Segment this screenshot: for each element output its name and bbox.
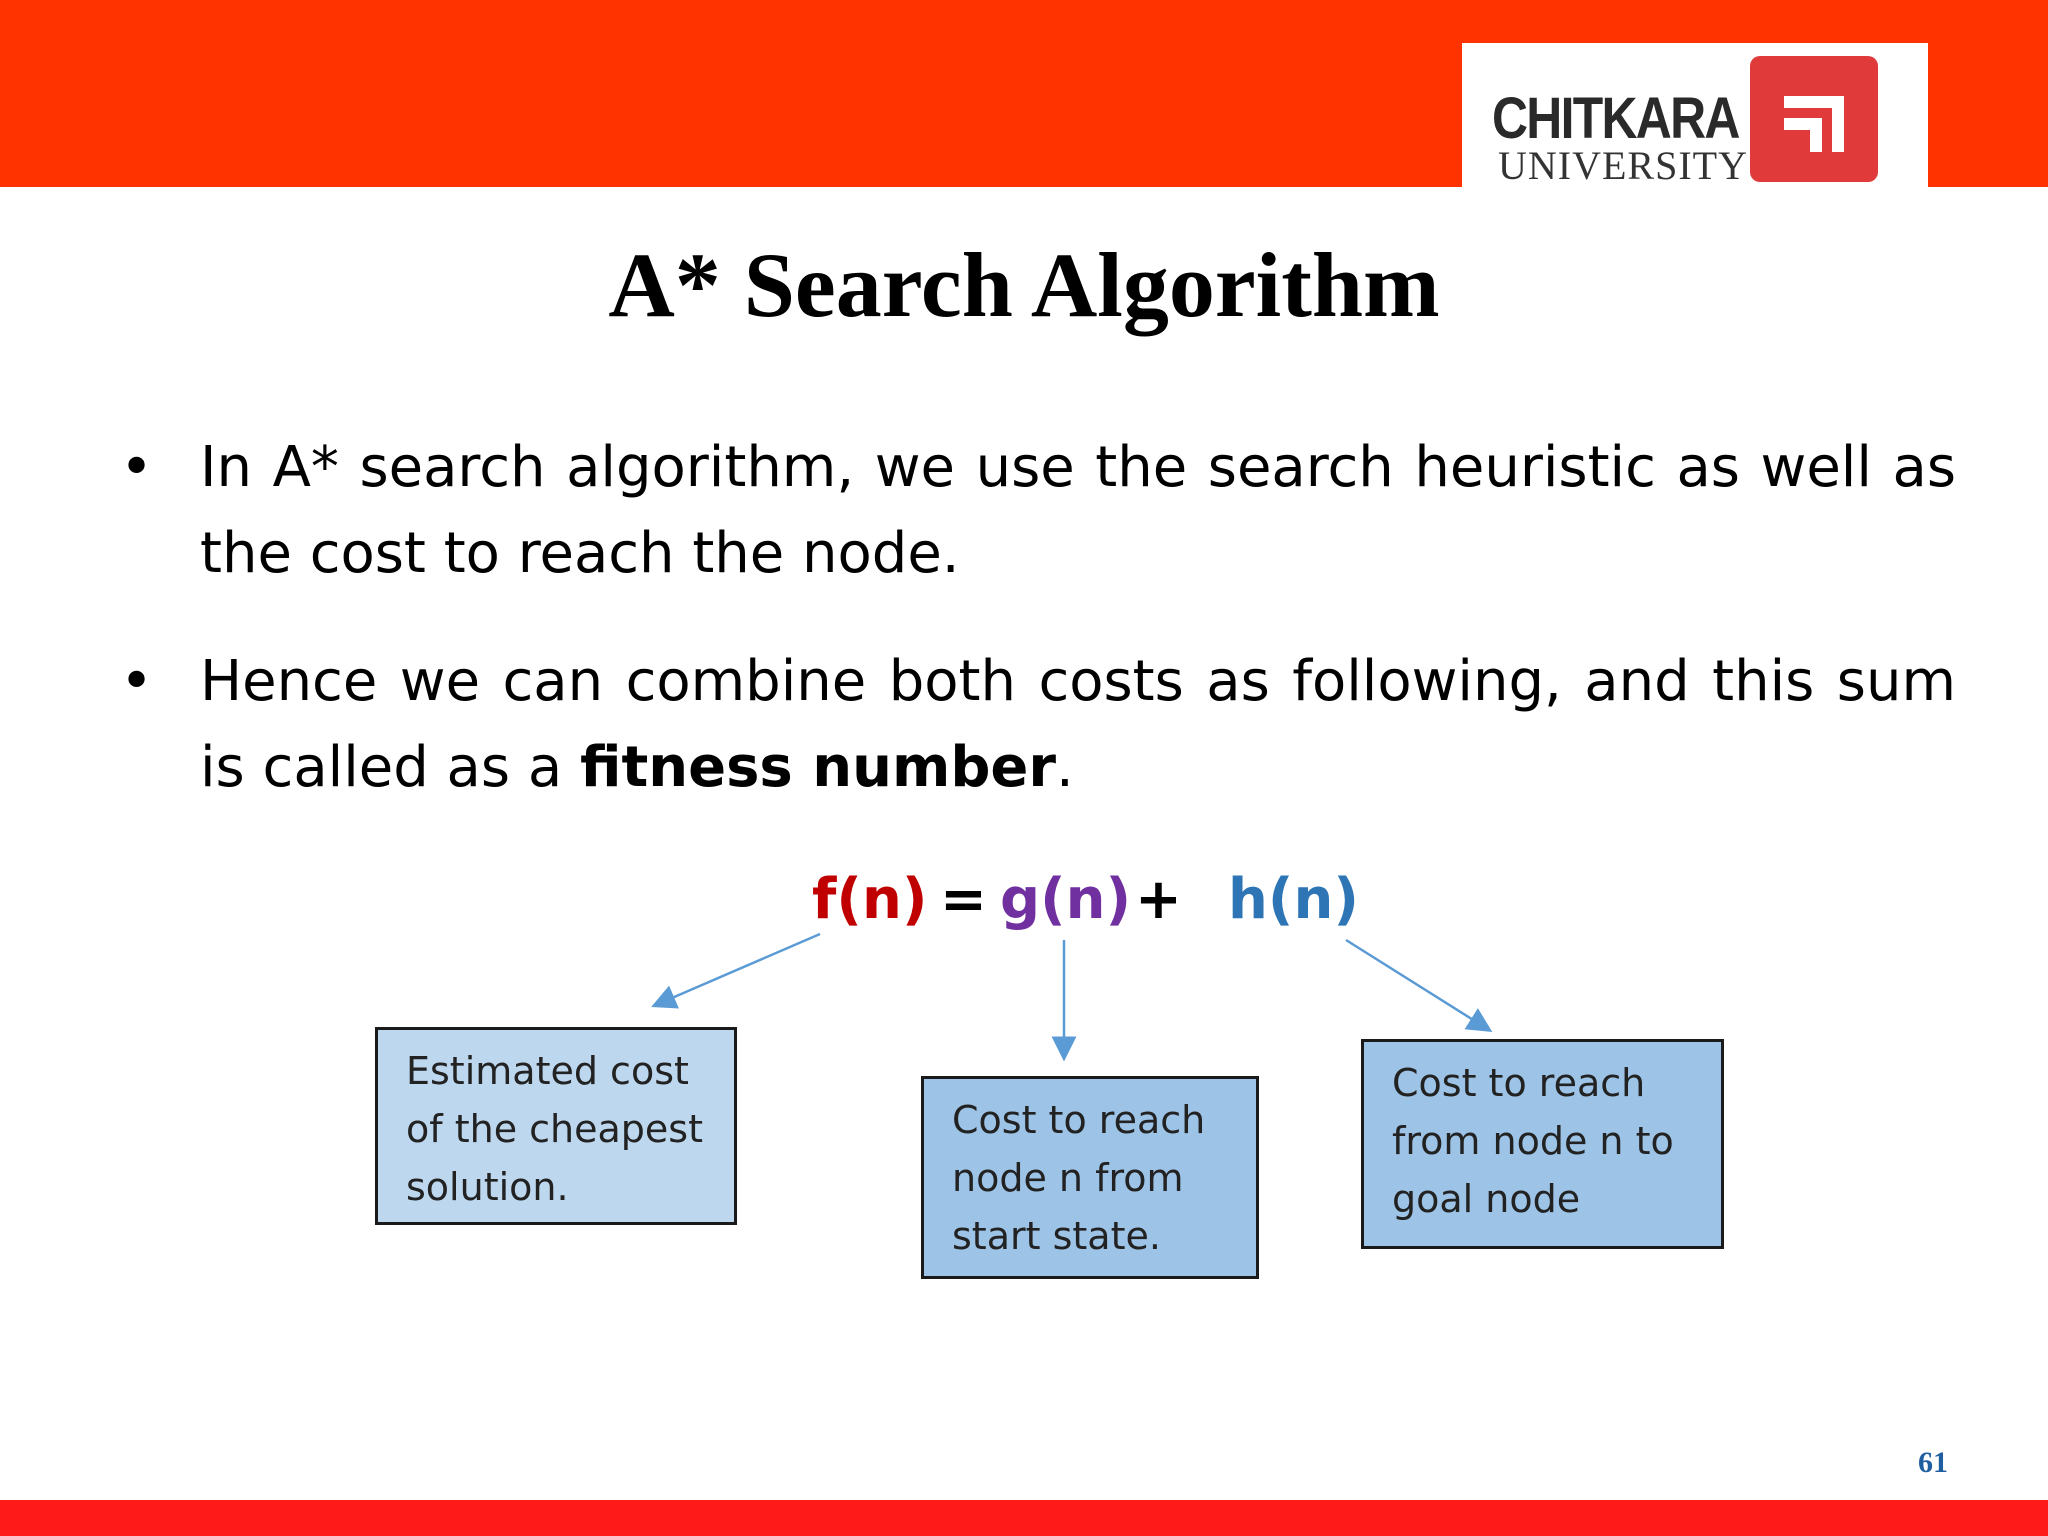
logo-mark-icon	[1750, 56, 1878, 182]
box-line: of the cheapest	[406, 1107, 703, 1151]
logo-text-chitkara: CHITKARA	[1492, 86, 1739, 151]
box-line: Estimated cost	[406, 1049, 689, 1093]
footer-bar	[0, 1500, 2048, 1536]
box-line: Cost to reach	[952, 1098, 1206, 1142]
university-logo	[1462, 43, 1928, 187]
formula-g: g(n)	[1000, 867, 1132, 932]
formula-h: h(n)	[1228, 867, 1359, 932]
logo-text-university: UNIVERSITY	[1498, 143, 1748, 188]
bullet-text: Hence we can combine both costs as following, and this sum is called as a	[200, 649, 1956, 800]
formula-equals: =	[940, 867, 987, 932]
box-line: start state.	[952, 1214, 1161, 1258]
bullet-marker: •	[120, 649, 154, 714]
page-number: 61	[1918, 1446, 1948, 1479]
bullet-bold-term: fitness number	[579, 735, 1057, 800]
bullet-item	[120, 639, 1956, 811]
heuristic-cost-box	[1361, 1039, 1724, 1249]
box-line: Cost to reach	[1392, 1061, 1646, 1105]
bullet-list	[120, 425, 1956, 853]
path-cost-box	[921, 1076, 1259, 1279]
bullet-text: In A* search algorithm, we use the search heuristic as well as the cost to reach the node.	[200, 435, 1956, 586]
slide-title: A* Search Algorithm	[608, 234, 1440, 336]
bullet-item	[120, 425, 1956, 597]
estimated-cost-box	[375, 1027, 737, 1225]
box-line: goal node	[1392, 1177, 1581, 1221]
box-line: node n from	[952, 1156, 1184, 1200]
formula-f: f(n)	[812, 867, 928, 932]
bullet-marker: •	[120, 435, 154, 500]
bullet-text-end: .	[1056, 735, 1074, 800]
box-line: solution.	[406, 1165, 569, 1209]
arrow-to-heuristic-cost	[1346, 940, 1486, 1028]
box-line: from node n to	[1392, 1119, 1674, 1163]
arrow-to-estimated-cost	[658, 934, 820, 1004]
formula-plus: +	[1135, 867, 1182, 932]
